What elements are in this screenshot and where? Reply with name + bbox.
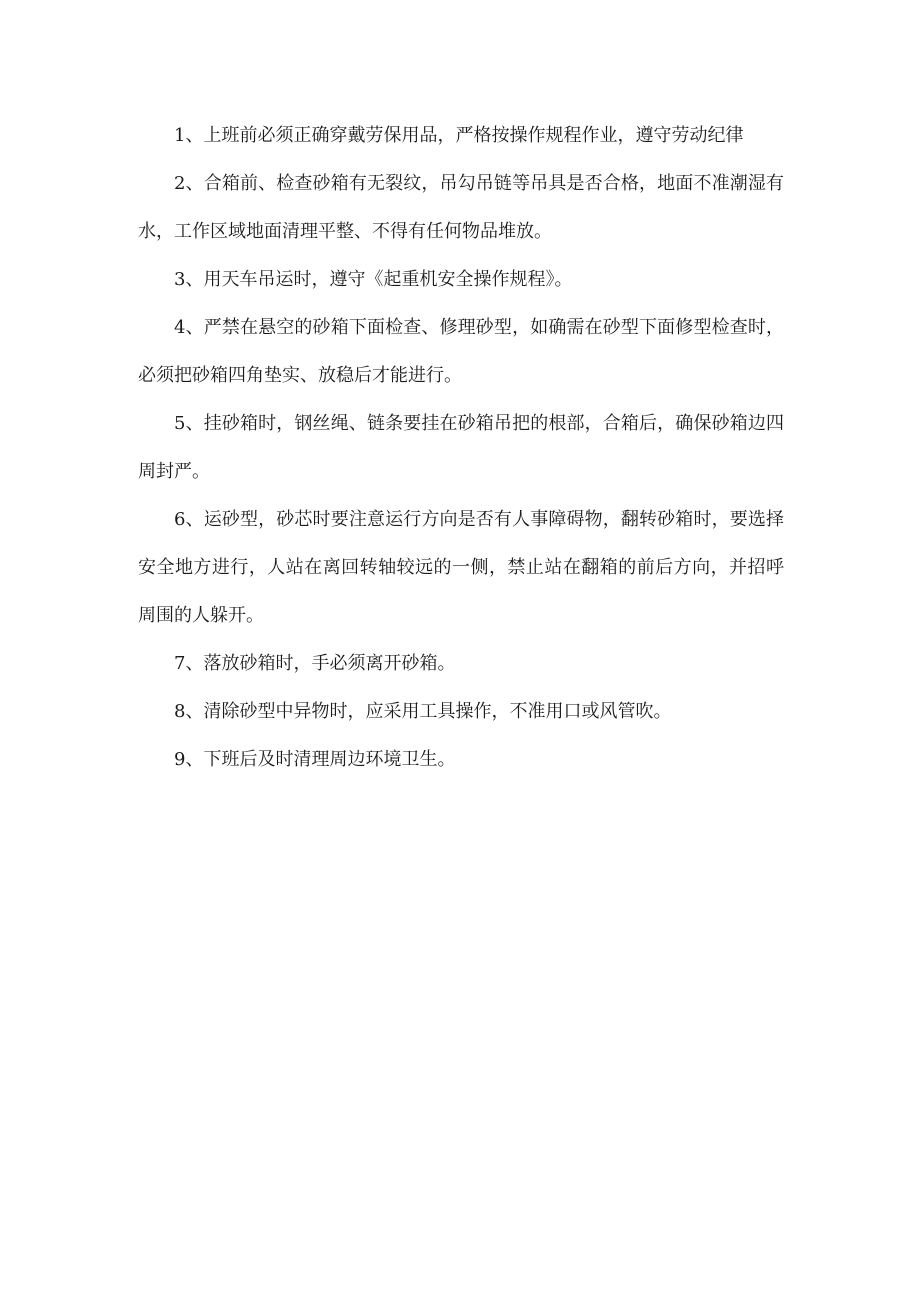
paragraph-7: 7、落放砂箱时，手必须离开砂箱。 — [174, 653, 456, 674]
paragraph-3: 3、用天车吊运时，遵守《起重机安全操作规程》。 — [174, 269, 573, 290]
paragraph-1: 1、上班前必须正确穿戴劳保用品，严格按操作规程作业，遵守劳动纪律 — [174, 125, 744, 146]
paragraph-2: 2、合箱前、检查砂箱有无裂纹，吊勾吊链等吊具是否合格，地面不准潮湿有水，工作区域地面清理平整、不得有任何物品堆放。 — [138, 173, 784, 242]
document-body — [138, 112, 784, 784]
paragraph-6: 6、运砂型，砂芯时要注意运行方向是否有人事障碍物，翻转砂箱时，要选择安全地方进行，人站在离回转轴较远的一侧，禁止站在翻箱的前后方向，并招呼周围的人躲开。 — [138, 509, 784, 626]
paragraph-9: 9、下班后及时清理周边环境卫生。 — [174, 749, 456, 770]
paragraph-4: 4、严禁在悬空的砂箱下面检查、修理砂型，如确需在砂型下面修型检查时，必须把砂箱四角垫实、放稳后才能进行。 — [138, 317, 784, 386]
paragraph-5: 5、挂砂箱时，钢丝绳、链条要挂在砂箱吊把的根部，合箱后，确保砂箱边四周封严。 — [138, 413, 784, 482]
paragraph-8: 8、清除砂型中异物时，应采用工具操作，不准用口或风管吹。 — [174, 701, 672, 722]
